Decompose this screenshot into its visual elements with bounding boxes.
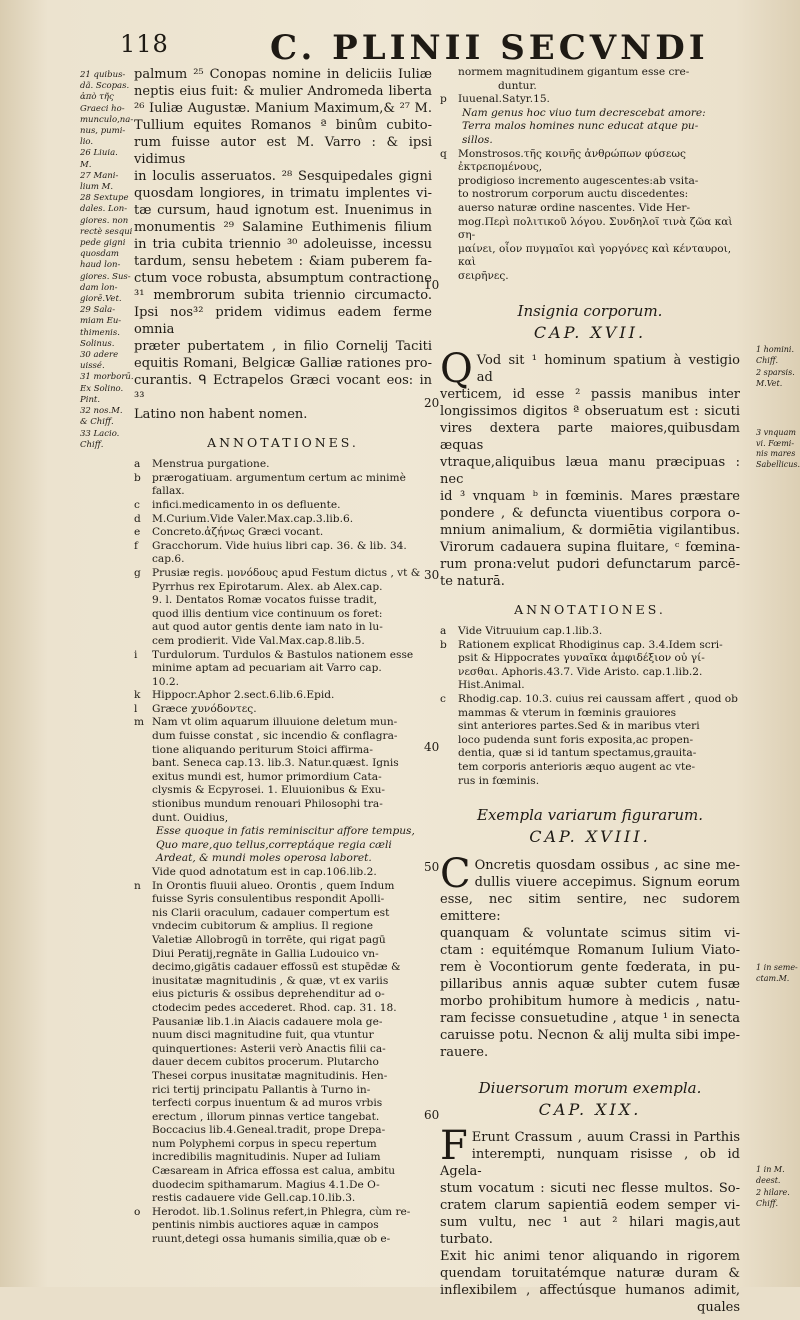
annotation-item: [134, 689, 432, 703]
text-line: Latino non habent nomen.: [134, 407, 308, 422]
annotation-item: [440, 148, 740, 284]
annotation-item: [134, 1206, 432, 1247]
annotation-key: g: [134, 566, 141, 579]
verse-quote: Esse quoque in fatis reminiscitur affore tempus, Quo mare,quo tellus,correptáque regia cæli Ardeat, & mundi moles operosa laboret.: [156, 825, 415, 865]
text-line: Virorum cadauera supina fluitare, ᶜ fœmina-: [440, 539, 740, 555]
text-line: mnium animalium, & dormiētia vigilantibus.: [440, 522, 740, 538]
margin-note: 2 sparsis. M.Vet.: [756, 368, 795, 388]
annotation-key: q: [440, 147, 447, 160]
text-line: sum vultu, nec ¹ aut ² hilari magis,aut turbato.: [440, 1215, 740, 1248]
annotation-item: [440, 625, 740, 639]
annotation-item: [134, 540, 432, 567]
section-heading: Diuersorum morum exempla.: [478, 1078, 702, 1097]
text-line: ³¹ membrorum subita triennio circumacto.: [134, 288, 432, 303]
drop-cap: C: [440, 850, 471, 897]
margin-note: 21 quibus- dã. Scopas.: [80, 70, 130, 92]
annotation-text: Iuuenal.Satyr.15.: [458, 93, 550, 106]
text-line: quendam toruitatémque naturæ duram &: [440, 1266, 740, 1282]
margin-note: 32 nos.M. & Chiff.: [80, 406, 123, 428]
annotation-text: Vide quod adnotatum est in cap.106.lib.2.: [152, 866, 377, 879]
line-number: 20: [424, 396, 440, 410]
text-line: morbo prohibitum humore à medicis , natu-: [440, 993, 740, 1009]
annotation-key: d: [134, 512, 141, 525]
annotation-text: Græce χυνόδοντες.: [152, 702, 257, 715]
text-line: ram fecisse consuetudine , atque ¹ in senecta: [440, 1010, 740, 1026]
text-line: duntur.: [498, 79, 537, 92]
annotation-item: [134, 567, 432, 649]
chapter-number: CAP. XVIII.: [529, 827, 651, 847]
annotation-item: [134, 716, 432, 825]
annotation-text: Monstrosos.τῆς κοινῆς ἀνθρώπων φύσεως ἐκτρεπομένους, prodigioso incremento augescentes:ab vsita- to nostrorum corporum auctu discedentes: auerso naturæ ordine nascentes. Vide Her- mog.Περὶ πολιτικοῦ λόγου. Συνδηλοῖ τινὰ ζῶα καὶ ση- μαίνει, οἷον πυγμαῖοι καὶ γοργόνες καὶ κένταυροι, καὶ σειρῆνες.: [458, 147, 733, 282]
text-line: in loculis asseruatos. ²⁸ Sesquipedales gigni: [134, 169, 432, 184]
annotation-text: M.Curium.Vide Valer.Max.cap.3.lib.6.: [152, 512, 354, 525]
margin-note: 26 Liuia. M.: [80, 148, 118, 170]
annotation-text: Concreto.ἀζήνως Græci vocant.: [152, 526, 324, 539]
drop-cap: F: [440, 1123, 468, 1170]
margin-note: 30 adere uissé.: [80, 350, 119, 372]
margin-note: 33 Lacio. Chiff.: [80, 428, 120, 450]
margin-note: 1 in seme- ctam.M.: [756, 963, 798, 983]
annotation-key: o: [134, 1205, 141, 1218]
text-line: Ipsi nos³² pridem vidimus eadem ferme omnia: [134, 305, 432, 337]
left-column: [134, 66, 432, 1247]
chapter-number: CAP. XIX.: [538, 1099, 642, 1119]
text-line: ctam : equitémque Romanum Iulium Viato-: [440, 942, 740, 958]
annotation-item: [440, 693, 740, 788]
left-margin-notes: [80, 70, 134, 451]
annotation-text: Nam vt olim aquarum illuuione deletum mun- dum fuisse constat , sic incendio & conflagra- tione aliquando periturum Stoici affirma- bant. Seneca cap.13. lib.3. Natur.quæst. Ignis exitus mundi est, humor primordium Cata- clysmis & Ecpyrosei. 1. Eluuionibus & Exu- stionibus mundum renouari Philosophi tra- dunt. Ouidius,: [152, 716, 399, 824]
chapter-number: CAP. XVII.: [533, 322, 647, 342]
annotation-text: Herodot. lib.1.Solinus refert,in Phlegra, cùm re- pentinis nimbis auctiores aquæ in campos ruunt,detegi ossa humanis similia,quæ ob e-: [152, 1205, 411, 1246]
annotation-item: [134, 649, 432, 690]
line-number: 30: [424, 568, 440, 582]
text-line: interempti, nunquam risisse , ob id Agela-: [440, 1147, 740, 1180]
text-line: pillaribus annis aquæ subter cutem fusæ: [440, 976, 740, 992]
line-number: 50: [424, 860, 440, 874]
annotation-key: i: [134, 648, 138, 661]
annotation-text: Prusiæ regis. μονόδους apud Festum dictus , vt & Pyrrhus rex Epirotarum. Alex. ab Alex.cap. 9. l. Dentatos Romæ vocatos fuisse tradit, quod illis dentium vice continuum os foret: aut quod autor gentis dente iam nato in lu- cem prodierit. Vide Val.Max.cap.8.lib.5.: [152, 566, 421, 647]
text-line: quosdam longiores, in trimatu implentes vi-: [134, 186, 432, 201]
line-number: 10: [424, 278, 440, 292]
annotation-text: Menstrua purgatione.: [152, 458, 270, 471]
text-line: Oncretis quosdam ossibus , ac sine me-: [474, 857, 740, 873]
annotation-key: b: [134, 471, 141, 484]
text-line: inflexibilem , affectúsque humanos adimit,: [440, 1283, 740, 1299]
page-number: 118: [120, 30, 169, 58]
text-line: rauere.: [440, 1044, 489, 1060]
right-column: [440, 66, 740, 1320]
text-line: dullis viuere accepimus. Signum eorum: [474, 874, 740, 890]
annotation-key: a: [440, 625, 447, 638]
annotation-text: Hippocr.Aphor 2.sect.6.lib.6.Epid.: [152, 689, 335, 702]
text-line: rum fuisse autor est M. Varro : & ipsi vidimus: [134, 135, 432, 167]
text-line: cratem clarum sapientiā eodem semper vi-: [440, 1198, 740, 1214]
annotation-text: prærogatiuam. argumentum certum ac minimè fallax.: [152, 471, 406, 498]
text-line: præter pubertatem , in filio Cornelij Taciti: [134, 339, 432, 354]
verse-quote: Nam genus hoc viuo tum decrescebat amore: Terra malos homines nunc educat atque pu- sillos.: [462, 106, 706, 146]
text-line: verticem, id esse ² passis manibus inter: [440, 386, 740, 402]
text-line: tardum, sensu hebetem : &iam puberem fa-: [134, 254, 432, 269]
annotations-title: ANNOTATIONES.: [207, 435, 359, 450]
annotation-key: m: [134, 716, 145, 729]
text-line: quanquam & voluntate scimus sitim vi-: [440, 925, 740, 941]
annotation-item: [440, 93, 740, 107]
annotation-text: In Orontis fluuii alueo. Orontis , quem Indum fuisse Syris consulentibus respondit Apolli- nis Clarii oraculum, cadauer compertum est vndecim cubitorum & amplius. Il regione Valetiæ Allobrogū in torrēte, qui rigat pagū Diui Peratij,regnāte in Gallia Ludouico vn- decimo,gigātis cadauer effossū est stupēdæ & inusitatæ magnitudinis , & quæ, vt ex variis eius picturis & ossibus deprehenditur ad o- ctodecim pedes accederet. Rhod. cap. 31. 18. Pausaniæ lib.1.in Aiacis cadauere mola ge- nuum disci magnitudine fuit, qua vtuntur quinquertiones: Asterii verò Anactis filii ca- dauer decem cubitos procerum. Plutarcho Thesei corpus inusitatæ magnitudinis. Hen- rici tertij principatu Pallantis à Turno in- terfecti corpus inuentum & ad muros vrbis erectum , illorum pinnas vertice tangebat. Boccacius lib.4.Geneal.tradit, prope Drepa- num Polyphemi corpus in specu repertum incredibilis magnitudinis. Nuper ad Iuliam Cæsaream in Africa effossa est calua, ambitu duodecim spithamarum. Magius 4.1.De O- restis cadauere vide Gell.cap.10.lib.3.: [152, 879, 401, 1205]
text-line: ctum voce robusta, absumptum contractione: [134, 271, 432, 286]
section-heading: Insignia corporum.: [517, 301, 663, 320]
text-line: stum vocatum : sicuti nec flesse multos. So-: [440, 1181, 740, 1197]
text-line: esse, nec sitim sentire, nec sudorem emittere:: [440, 891, 740, 924]
text-line: curantis. ᑫ Ectrapelos Græci vocant eos: in ³³: [134, 373, 432, 405]
text-line: ²⁶ Iuliæ Augustæ. Manium Maximum,& ²⁷ M.: [134, 101, 432, 116]
margin-note: 27 Mani- lium M.: [80, 170, 119, 193]
margin-note: 29 Sala- miam Eu- thimenis. Solinus.: [80, 305, 122, 349]
text-line: vires dextera parte maiores,quibusdam æquas: [440, 420, 740, 453]
annotation-key: c: [440, 693, 446, 706]
annotation-key: p: [440, 93, 447, 106]
margin-note: 31 morborū. Ex Solino. Pint.: [80, 372, 134, 405]
annotation-continuation: [134, 866, 432, 880]
text-line: in tria cubita triennio ³⁰ adoleuisse, incessu: [134, 237, 432, 252]
annotation-key: f: [134, 539, 138, 552]
annotation-key: a: [134, 458, 141, 471]
annotation-key: n: [134, 879, 141, 892]
annotation-item: [440, 639, 740, 693]
annotation-text: Turdulorum. Turdulos & Bastulos nationem esse minime aptam ad pecuariam ait Varro cap. 10.2.: [152, 648, 414, 688]
text-line: id ³ vnquam ᵇ in fœminis. Mares præstare: [440, 488, 740, 504]
text-line: normem magnitudinem gigantum esse cre-: [458, 66, 690, 78]
annotation-item: [134, 526, 432, 540]
text-line: neptis eius fuit: & mulier Andromeda liberta: [134, 84, 432, 99]
main-text: [134, 66, 432, 423]
annotation-text: Rationem explicat Rhodiginus cap. 3.4.Idem scri- psit & Hippocrates γυναῖκα ἀμφιδέξιον οὐ γί- νεσθαι. Aphoris.43.7. Vide Aristo. cap.1.lib.2. Hist.Animal.: [458, 638, 723, 692]
drop-cap: Q: [440, 345, 473, 392]
annotation-item: [134, 513, 432, 527]
running-head: C. PLINII SECVNDI: [270, 28, 709, 68]
text-line: rum prona:velut pudori defunctarum parcē-: [440, 556, 740, 572]
annotation-item: [134, 499, 432, 513]
margin-note: 3 vnquam vi. Fœmi- nis mares Sabellicus.: [756, 428, 800, 469]
annotation-item: [134, 703, 432, 717]
margin-note: 28 Sextupe dales. Lon- giores. non rectè sesqui pede gigni quosdam haud lon- giores. Sus- dam lon- giorē.Vet.: [80, 193, 133, 305]
annotation-text: Gracchorum. Vide huius libri cap. 36. & lib. 34. cap.6.: [152, 539, 407, 566]
text-line: tæ cursum, haud ignotum est. Inuenimus in: [134, 203, 432, 218]
line-number: 40: [424, 740, 440, 754]
text-line: palmum ²⁵ Conopas nomine in deliciis Iuliæ: [134, 67, 432, 82]
text-line: rem è Vocontiorum gente fœderata, in pu-: [440, 959, 740, 975]
annotation-key: e: [134, 526, 141, 539]
chapter-text: [440, 345, 740, 590]
text-line: longissimos digitos ª obseruatum est : sicuti: [440, 403, 740, 419]
text-line: vtraque,aliquibus læua manu præcipuas : nec: [440, 454, 740, 487]
text-line: caruisse potu. Necnon & alij multa sibi impe-: [440, 1027, 740, 1043]
annotation-key: k: [134, 689, 141, 702]
margin-note: 1 in M. deest.: [756, 1165, 785, 1185]
text-line: Erunt Crassum , auum Crassi in Parthis: [471, 1130, 740, 1146]
annotation-item: [134, 472, 432, 499]
annotation-text: Vide Vitruuium cap.1.lib.3.: [458, 625, 603, 638]
text-line: Tullium equites Romanos ª binûm cubito-: [134, 118, 432, 133]
annotation-key: l: [134, 702, 138, 715]
text-line: pondere , & defuncta viuentibus corpora o-: [440, 505, 740, 521]
annotations-title: ANNOTATIONES.: [514, 601, 666, 617]
text-line: Exit hic animi tenor aliquando in rigorem: [440, 1249, 740, 1265]
section-heading: Exempla variarum figurarum.: [477, 806, 703, 825]
annotation-item: [134, 458, 432, 472]
text-line: te naturā.: [440, 573, 505, 589]
text-line: monumentis ²⁹ Salamine Euthimenis filium: [134, 220, 432, 235]
annotation-text: infici.medicamento in os defluente.: [152, 498, 341, 511]
margin-note: 1 homini. Chiff.: [756, 345, 794, 365]
line-number: 60: [424, 1108, 440, 1122]
text-line: Vod sit ¹ hominum spatium à vestigio ad: [476, 352, 740, 385]
annotation-key: c: [134, 498, 140, 511]
margin-note: 2 hilare. Chiff.: [756, 1188, 790, 1208]
catchword: quales: [697, 1300, 740, 1316]
annotation-continuation: [440, 66, 740, 93]
annotation-text: Rhodig.cap. 10.3. cuius rei caussam affert , quod ob mammas & vterum in fœminis grauiores sint anteriores partes.Sed & in maribus vteri loco pudenda sunt foris exposita,ac propen- dentia, quæ si id tantum spectamus,grauita- tem corporis anterioris æquo augent ac vte- rus in fœminis.: [458, 693, 738, 787]
chapter-text: [440, 850, 740, 1061]
annotation-key: b: [440, 638, 447, 651]
chapter-text: [440, 1123, 740, 1316]
margin-note: ἀπὸ τῆς Graeci ho- munculo,na- nus, pumi- lio.: [80, 92, 134, 148]
annotation-item: [134, 880, 432, 1206]
text-line: equitis Romani, Belgicæ Galliæ rationes pro-: [134, 356, 432, 371]
